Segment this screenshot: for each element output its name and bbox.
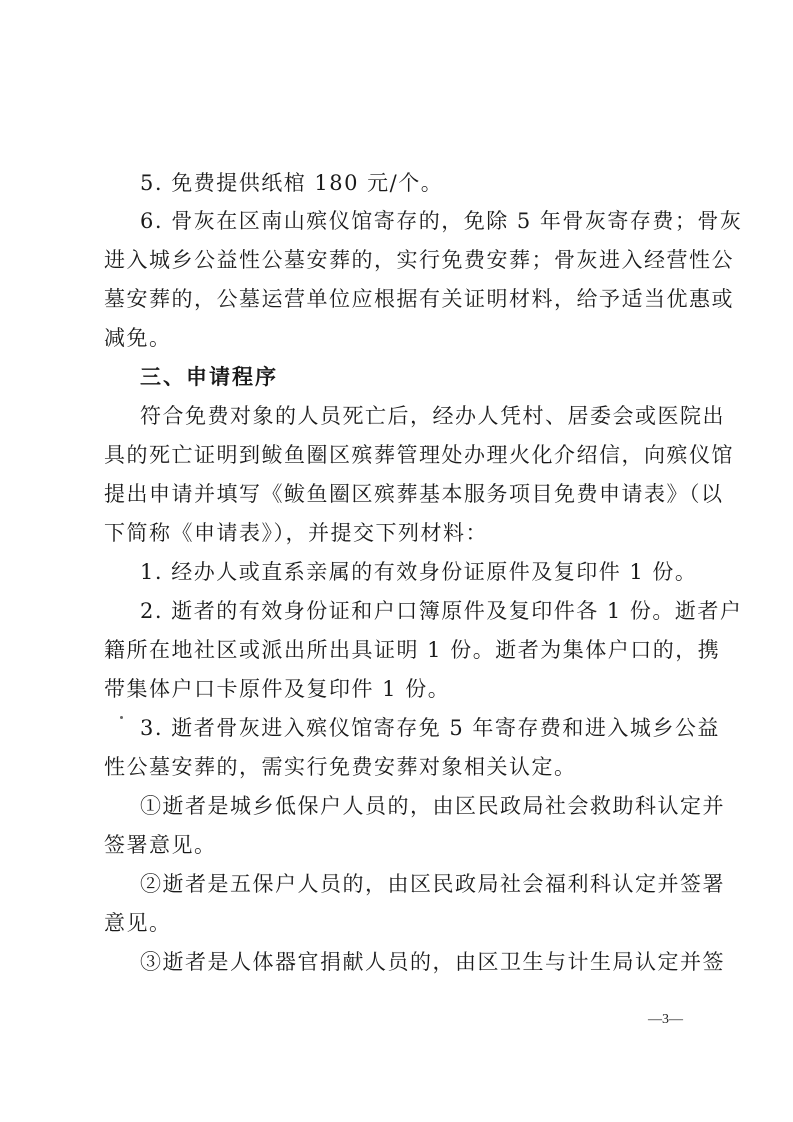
procedure-para-line-4: 下简称《申请表》），并提交下列材料： bbox=[104, 521, 488, 545]
section-heading-application-procedure: 三、申请程序 bbox=[140, 365, 278, 389]
condition-1-line-1: ①逝者是城乡低保户人员的，由区民政局社会救助科认定并 bbox=[140, 794, 725, 818]
condition-2-line-1: ②逝者是五保户人员的，由区民政局社会福利科认定并签署 bbox=[140, 872, 725, 896]
procedure-para-line-3: 提出申请并填写《鲅鱼圈区殡葬基本服务项目免费申请表》（以 bbox=[104, 482, 724, 506]
item-6-line-3: 墓安葬的，公墓运营单位应根据有关证明材料，给予适当优惠或 bbox=[104, 287, 734, 311]
material-2-line-1: 2. 逝者的有效身份证和户口簿原件及复印件各 1 份。逝者户 bbox=[140, 599, 743, 623]
page-number: —3— bbox=[648, 1012, 683, 1027]
item-5-paper-coffin: 5. 免费提供纸棺 180 元/个。 bbox=[140, 171, 444, 195]
material-3-line-1: 3. 逝者骨灰进入殡仪馆寄存免 5 年寄存费和进入城乡公益 bbox=[140, 716, 720, 740]
condition-3-line-1: ③逝者是人体器官捐献人员的，由区卫生与计生局认定并签 bbox=[140, 950, 725, 974]
procedure-para-line-2: 具的死亡证明到鲅鱼圈区殡葬管理处办理火化介绍信，向殡仪馆 bbox=[104, 443, 734, 467]
item-6-line-1: 6. 骨灰在区南山殡仪馆寄存的，免除 5 年骨灰寄存费；骨灰 bbox=[140, 209, 743, 233]
item-6-line-4: 减免。 bbox=[104, 326, 172, 350]
scan-speck bbox=[120, 716, 123, 719]
material-1: 1. 经办人或直系亲属的有效身份证原件及复印件 1 份。 bbox=[140, 560, 698, 584]
material-2-line-2: 籍所在地社区或派出所出具证明 1 份。逝者为集体户口的，携 bbox=[104, 638, 721, 662]
procedure-para-line-1: 符合免费对象的人员死亡后，经办人凭村、居委会或医院出 bbox=[140, 404, 725, 428]
material-2-line-3: 带集体户口卡原件及复印件 1 份。 bbox=[104, 677, 451, 701]
item-6-line-2: 进入城乡公益性公墓安葬的，实行免费安葬；骨灰进入经营性公 bbox=[104, 248, 734, 272]
material-3-line-2: 性公墓安葬的，需实行免费安葬对象相关认定。 bbox=[104, 755, 577, 779]
condition-2-line-2: 意见。 bbox=[104, 911, 172, 935]
condition-1-line-2: 签署意见。 bbox=[104, 833, 217, 857]
